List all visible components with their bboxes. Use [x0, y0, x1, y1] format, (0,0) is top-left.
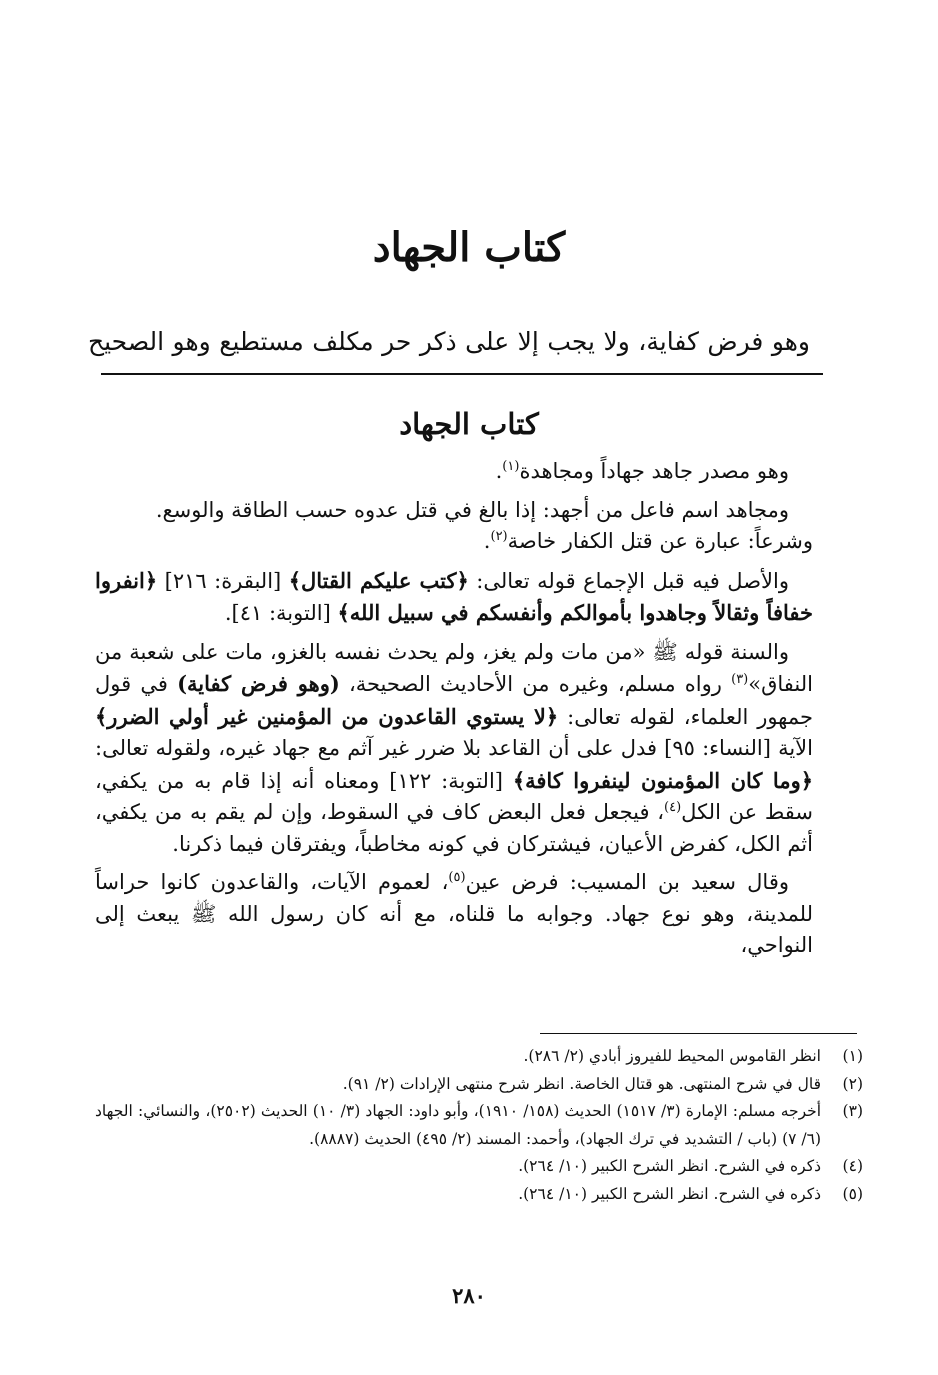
footnote-text: ذكره في الشرح. انظر الشرح الكبير (١٠/ ٢٦٤). [518, 1184, 821, 1203]
footnote-item [95, 1153, 863, 1181]
quran-quote: ﴿لا يستوي القاعدون من المؤمنين غير أولي الضرر﴾ [95, 703, 559, 729]
footnote-text: انظر القاموس المحيط للفيروز أبادي (٢/ ٢٨٦). [523, 1047, 821, 1065]
page-number: ٢٨٠ [452, 1283, 486, 1308]
footnote-item [95, 1071, 863, 1099]
footnote-text: ذكره في الشرح. انظر الشرح الكبير (١٠/ ٢٦٤). [518, 1157, 821, 1175]
footnote-item [95, 1043, 863, 1071]
footnote-ref-5[interactable]: (٥) [448, 870, 466, 885]
footnote-ref-2[interactable]: (٢) [490, 529, 508, 544]
footnote-number: (١) [842, 1047, 863, 1065]
footnote-item [95, 1098, 863, 1153]
footnotes-list [95, 1043, 863, 1208]
footnote-number: (٣) [842, 1102, 863, 1120]
footnote-number: (٥) [842, 1184, 863, 1203]
footnote-item [95, 1181, 863, 1209]
quran-quote: ﴿كتب عليكم القتال﴾ [288, 567, 469, 593]
paragraph-linguistic: ومجاهد اسم فاعل من أجهد: إذا بالغ في قتل عدوه حسب الطاقة والوسع. وشرعاً: عبارة عن قتل الكفار خاصة$^{(٢)}$. [155, 497, 813, 553]
footnote-ref-4[interactable]: (٤) [664, 800, 682, 815]
footnote-number: (٢) [842, 1074, 863, 1093]
paragraph-definition: وهو مصدر جاهد جهاداً ومجاهدة$^{(١)}$. [495, 459, 789, 483]
paragraph-sunnah: والسنة قوله ﷺ «من مات ولم يغز، ولم يحدث نفسه بالغزو، مات على شعبة من النفاق»$^{(٣)}$ رواه مسلم، وغيره من الأحاديث الصحيحة، (وهو فرض كفاية) في قول جمهور العلماء، لقوله تعالى: ﴿لا يستوي القاعدون من المؤمنين غير أولي الضرر﴾ الآية [النساء: ٩٥] فدل على أن القاعد بلا ضرر غير آثم مع جهاد غيره، ولقوله تعالى: ﴿وما كان المؤمنون لينفروا كافة﴾ [التوبة: ١٢٢] ومعناه أنه إذا قام به من يكفي، سقط عن الكل$^{(٤)}$، فيجعل فعل البعض كاف في السقوط، وإن لم يقم به من يكفي، أثم الكل، كفرض الأعيان، فيشتركان في كونه مخاطباً، ويفترقان فيما ذكرنا. [95, 639, 814, 856]
footnote-divider [540, 1033, 857, 1034]
paragraph-ibn-musayyib: وقال سعيد بن المسيب: فرض عين$^{(٥)}$، لعموم الآيات، والقاعدون كانوا حراساً للمدينة، وهو نوع جهاد. وجوابه ما قلناه، مع أنه كان رسول الله ﷺ يبعث إلى النواحي، [95, 870, 813, 957]
commentary-body [95, 456, 813, 969]
paragraph-origin: والأصل فيه قبل الإجماع قوله تعالى: ﴿كتب عليكم القتال﴾ [البقرة: ٢١٦] ﴿انفروا خفافاً وثقالاً وجاهدوا بأموالكم وأنفسكم في سبيل الله﴾ [التوبة: ٤١]. [95, 567, 813, 625]
book-title: كتاب الجهاد [372, 224, 566, 271]
quran-quote: ﴿انفروا خفافاً وثقالاً وجاهدوا بأموالكم وأنفسكم في سبيل الله﴾ [95, 567, 813, 625]
matn-divider [101, 373, 823, 375]
footnote-number: (٤) [842, 1157, 863, 1175]
footnote-text: أخرجه مسلم: الإمارة (٣/ ١٥١٧) الحديث (١٥٨/ ١٩١٠)، وأبو داود: الجهاد (٣/ ١٠) الحديث (٢٥٠٢)، والنسائي: الجهاد (٦/ ٧) (باب / التشديد في ترك الجهاد)، وأحمد: المسند (٢/ ٤٩٥) الحديث (٨٨٨٧). [95, 1102, 822, 1148]
footnote-ref-1[interactable]: (١) [502, 459, 520, 474]
matn-text: وهو فرض كفاية، ولا يجب إلا على ذكر حر مكلف مستطيع وهو الصحيح [88, 327, 810, 356]
quran-quote: ﴿وما كان المؤمنون لينفروا كافة﴾ [512, 767, 814, 793]
matn-quote: (وهو فرض كفاية) [177, 671, 340, 696]
footnote-text: قال في شرح المنتهى. هو قتال الخاصة. انظر شرح منتهى الإرادات (٢/ ٩١). [342, 1074, 821, 1093]
footnote-ref-3[interactable]: (٣) [731, 672, 749, 687]
section-title: كتاب الجهاد [399, 407, 539, 441]
